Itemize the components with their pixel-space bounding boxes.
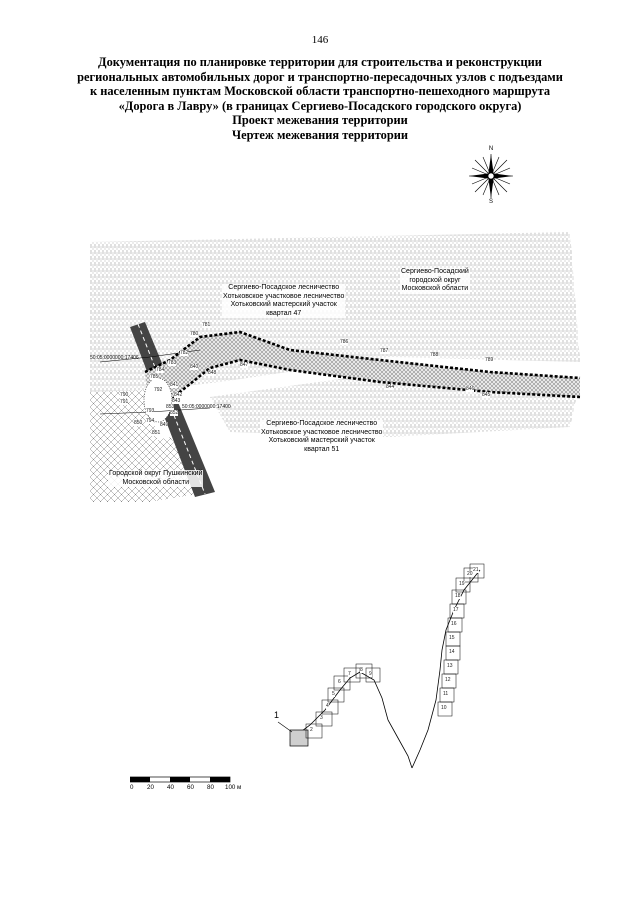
sheet-number: 3 bbox=[320, 715, 323, 721]
scale-labels bbox=[130, 784, 255, 793]
point-label: 845 bbox=[482, 392, 491, 398]
area-label-line: квартал 47 bbox=[266, 309, 302, 317]
point-label: 781 bbox=[202, 322, 211, 328]
sheet-number: 10 bbox=[441, 705, 447, 711]
forest-quarter-47-label bbox=[222, 284, 345, 318]
point-label: 794 bbox=[146, 418, 155, 424]
point-label: 852 bbox=[170, 410, 179, 416]
parcel-id-label: 50:05:0000000:17406 bbox=[90, 355, 139, 361]
area-label-line: Хотьковский мастерский участок bbox=[268, 437, 375, 444]
point-label: 847 bbox=[240, 362, 249, 368]
point-label: 786 bbox=[340, 339, 349, 345]
area-label-line: Московской области bbox=[401, 285, 469, 292]
scale-tick-label: 60 bbox=[187, 784, 194, 791]
point-label: 849 bbox=[160, 422, 169, 428]
title-line: Документация по планировке территории для строительства и реконструкции bbox=[98, 55, 542, 69]
sheet-number: 7 bbox=[348, 671, 351, 677]
scale-bar bbox=[130, 772, 255, 794]
compass-rose-icon bbox=[466, 152, 516, 200]
main-map bbox=[90, 232, 590, 514]
point-label: 842 bbox=[174, 392, 183, 398]
sheet-number: 11 bbox=[443, 691, 449, 697]
sheet-number: 6 bbox=[338, 679, 341, 685]
sheet-number: 19 bbox=[459, 581, 465, 587]
point-label: 785 bbox=[150, 374, 159, 380]
scale-tick-label: 0 bbox=[130, 784, 134, 791]
forest-quarter-51-label bbox=[260, 420, 383, 454]
point-label: 843 bbox=[172, 398, 181, 404]
point-label: 792 bbox=[154, 387, 163, 393]
area-label-line: Сергиево-Посадское лесничество bbox=[228, 284, 340, 291]
compass-north-label: N bbox=[488, 146, 494, 152]
sheet-number: 5 bbox=[332, 691, 335, 697]
district-label bbox=[400, 268, 470, 294]
title-line: «Дорога в Лавру» (в границах Сергиево-Посадского городского округа) bbox=[118, 98, 522, 113]
title-line: Проект межевания территории bbox=[232, 113, 408, 127]
point-label: 851 bbox=[152, 430, 161, 436]
point-label: 850 bbox=[134, 420, 143, 426]
area-label-line: Московской области bbox=[122, 478, 190, 486]
scale-tick-label: 40 bbox=[167, 784, 174, 791]
point-label: 844 bbox=[386, 384, 395, 390]
area-label-line: Хотьковский мастерский участок bbox=[230, 301, 337, 308]
index-map-drawing bbox=[270, 560, 505, 770]
sheet-number: 20 bbox=[467, 571, 473, 577]
compass-south-label: S bbox=[488, 199, 493, 205]
index-map bbox=[270, 560, 505, 770]
point-label: 841 bbox=[170, 382, 179, 388]
scale-tick-label: 20 bbox=[147, 784, 154, 791]
area-label-line: Сергиево-Посадский bbox=[401, 268, 469, 275]
point-label: 793 bbox=[146, 408, 155, 414]
sheet-number: 9 bbox=[369, 671, 372, 677]
scale-tick-label: 80 bbox=[207, 784, 214, 791]
point-label: 784 bbox=[156, 367, 165, 373]
scale-tick-label: 100 м bbox=[225, 784, 242, 791]
sheet-number: 15 bbox=[449, 635, 455, 641]
point-label: 780 bbox=[190, 331, 199, 337]
area-label-line: Хотьковское участковое лесничество bbox=[223, 292, 345, 300]
sheet-number: 12 bbox=[445, 677, 451, 683]
point-label: 783 bbox=[168, 360, 177, 366]
sheet-number: 17 bbox=[453, 607, 459, 613]
page-number: 146 bbox=[311, 34, 329, 46]
point-label: 846 bbox=[466, 386, 475, 392]
point-label: 787 bbox=[380, 348, 389, 354]
sheet-number: 13 bbox=[447, 663, 453, 669]
point-label: 853 bbox=[166, 404, 175, 410]
parcel-id-label: 50:05:0000000:17400 bbox=[182, 404, 231, 410]
point-label: 782 bbox=[180, 350, 189, 356]
title-block bbox=[60, 55, 580, 142]
sheet-number: 14 bbox=[449, 649, 455, 655]
title-line: Чертеж межевания территории bbox=[231, 127, 408, 142]
sheet-number: 4 bbox=[326, 703, 329, 709]
area-label-line: Сергиево-Посадское лесничество bbox=[266, 420, 378, 427]
area-label-line: городской округ bbox=[409, 276, 461, 284]
title-line: региональных автомобильных дорог и транспортно-пересадочных узлов с подъездами bbox=[77, 69, 563, 84]
sheet-1-label: 1 bbox=[274, 710, 280, 720]
point-label: 789 bbox=[485, 357, 494, 363]
pushkinsky-district-label bbox=[108, 470, 203, 487]
sheet-number: 16 bbox=[451, 621, 457, 627]
point-label: 788 bbox=[430, 352, 439, 358]
point-label: 840 bbox=[190, 364, 199, 370]
title-line: к населенным пунктам Московской области транспортно-пешеходного маршрута bbox=[89, 84, 551, 98]
area-label-line: квартал 51 bbox=[304, 445, 340, 453]
sheet-number: 8 bbox=[360, 667, 363, 673]
point-label: 848 bbox=[208, 370, 217, 376]
area-label-line: Хотьковское участковое лесничество bbox=[261, 428, 383, 436]
point-label: 790 bbox=[120, 392, 129, 398]
sheet-number: 21 bbox=[473, 567, 479, 573]
sheet-number: 18 bbox=[455, 593, 461, 599]
area-label-line: Городской округ Пушкинский bbox=[109, 470, 203, 477]
sheet-number: 2 bbox=[310, 727, 313, 733]
compass-rose bbox=[466, 146, 516, 208]
point-label: 791 bbox=[120, 399, 129, 405]
